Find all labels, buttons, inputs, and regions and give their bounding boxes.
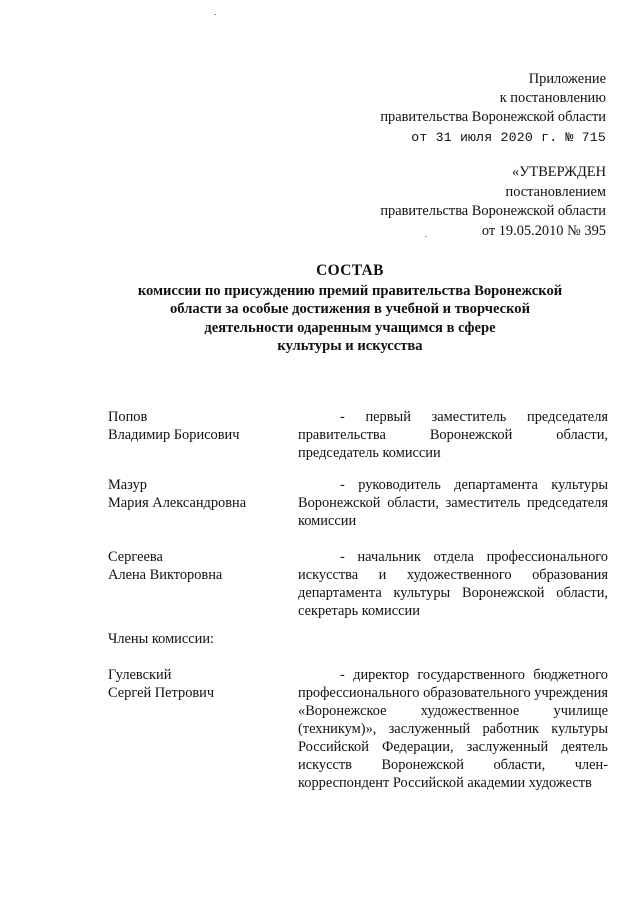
heading-line: области за особые достижения в учебной и творческой bbox=[169, 301, 530, 318]
document-heading bbox=[100, 262, 600, 356]
commission-composition bbox=[108, 408, 608, 792]
approved-line: «УТВЕРЖДЕН bbox=[512, 164, 606, 180]
appendix-block bbox=[380, 70, 606, 147]
approved-line: правительства Воронежской области bbox=[380, 203, 606, 219]
member-name bbox=[108, 408, 288, 444]
member-given-names: Алена Викторовна bbox=[108, 567, 223, 583]
member-entry bbox=[108, 666, 608, 792]
appendix-line: Приложение bbox=[528, 71, 606, 87]
member-name bbox=[108, 548, 288, 584]
member-role: - первый заместитель председателя правительства Воронежской области, председатель комиссии bbox=[298, 409, 608, 461]
scan-speck bbox=[214, 14, 216, 15]
approved-block bbox=[380, 163, 606, 241]
member-surname: Гулевский bbox=[108, 667, 172, 683]
document-title: СОСТАВ bbox=[316, 262, 384, 279]
appendix-date-number: от 31 июля 2020 г. № 715 bbox=[411, 130, 606, 145]
member-given-names: Мария Александровна bbox=[108, 495, 247, 511]
appendix-line: к постановлению bbox=[499, 90, 606, 106]
heading-line: деятельности одаренным учащимся в сфере bbox=[204, 319, 496, 336]
heading-line: культуры и искусства bbox=[277, 338, 423, 355]
member-role: - директор государственного бюджетного профессионального образовательного учреждения «Воронежское художественное училище (техникум)», заслуженный работник культуры Российской Федерации, заслуженный деятель искусств Воронежской области, член-корреспондент Российской академии художеств bbox=[298, 667, 608, 791]
member-name bbox=[108, 476, 288, 512]
member-entry bbox=[108, 548, 608, 630]
member-name bbox=[108, 666, 288, 702]
approved-line: постановлением bbox=[505, 183, 606, 200]
member-entry bbox=[108, 476, 608, 548]
member-entry bbox=[108, 408, 608, 476]
member-given-names: Владимир Борисович bbox=[108, 427, 240, 443]
members-section-label: Члены комиссии: bbox=[108, 631, 215, 647]
member-given-names: Сергей Петрович bbox=[108, 685, 215, 701]
member-surname: Сергеева bbox=[108, 549, 163, 565]
heading-line: комиссии по присуждению премий правительства Воронежской bbox=[137, 282, 563, 299]
member-surname: Мазур bbox=[108, 477, 147, 493]
member-role: - руководитель департамента культуры Воронежской области, заместитель председателя комиссии bbox=[298, 477, 608, 529]
member-role: - начальник отдела профессионального искусства и художественного образования департамента культуры Воронежской области, секретарь комиссии bbox=[298, 549, 608, 619]
appendix-line: правительства Воронежской области bbox=[380, 109, 606, 125]
approved-date-number: от 19.05.2010 № 395 bbox=[481, 222, 606, 239]
member-surname: Попов bbox=[108, 409, 148, 425]
